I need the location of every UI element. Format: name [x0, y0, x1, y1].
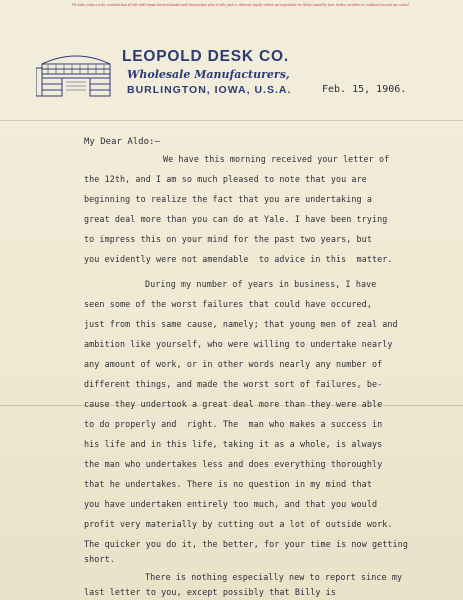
letter-date: Feb. 15, 1906. — [322, 84, 407, 95]
body-line: to do properly and right. The man who makes a success in — [84, 419, 383, 429]
body-line: you have undertaken entirely too much, and that you would — [84, 499, 378, 509]
body-line: beginning to realize the fact that you are undertaking a — [84, 194, 372, 204]
company-name: LEOPOLD DESK CO. — [122, 48, 289, 65]
body-line: ambition like yourself, who were willing to undertake nearly — [84, 339, 393, 349]
body-line: seen some of the worst failures that could have occured, — [84, 299, 372, 309]
body-line: profit very materially by cutting out a lot of outside work. — [84, 519, 393, 529]
body-line: last letter to you, except possibly that Billy is — [84, 587, 336, 597]
fold-crease-top — [0, 120, 463, 121]
body-line: great deal more than you can do at Yale. I have been trying — [84, 214, 388, 224]
body-line: his life and in this life, taking it as a whole, is always — [84, 439, 383, 449]
body-line: you evidently were not amendable to advice in this matter. — [84, 254, 393, 264]
body-line: just from this same cause, namely; that young men of zeal and — [84, 319, 398, 329]
company-subtitle: Wholesale Manufacturers, — [127, 68, 290, 81]
body-line: The quicker you do it, the better, for your time is now getting — [84, 539, 408, 549]
body-line: different things, and made the worst sort of failures, be- — [84, 379, 383, 389]
body-line: that he undertakes. There is no question in my mind that — [84, 479, 372, 489]
body-line: the 12th, and I am so much pleased to note that you are — [84, 174, 367, 184]
body-line: to impress this on your mind for the past two years, but — [84, 234, 372, 244]
salutation: My Dear Aldo:— — [84, 137, 160, 147]
letterhead-notice: All orders subject to the condition that all title shall remain the merchandise until the purchase price is fully paid or otherwise legally settled; not responsible for delays caused by fires, strikes, accidents or conditions beyond our control — [71, 3, 409, 7]
company-location: BURLINGTON, IOWA, U.S.A. — [127, 84, 292, 96]
body-line: the man who undertakes less and does everything thoroughly — [84, 459, 383, 469]
body-line: short. — [84, 554, 115, 564]
body-line: We have this morning received your letter of — [163, 154, 390, 164]
desk-logo — [36, 46, 116, 98]
body-line: any amount of work, or in other words nearly any number of — [84, 359, 383, 369]
body-line: cause they undertook a great deal more than they were able — [84, 399, 383, 409]
body-line: There is nothing especially new to report since my — [145, 572, 403, 582]
body-line: During my number of years in business, I have — [145, 279, 377, 289]
